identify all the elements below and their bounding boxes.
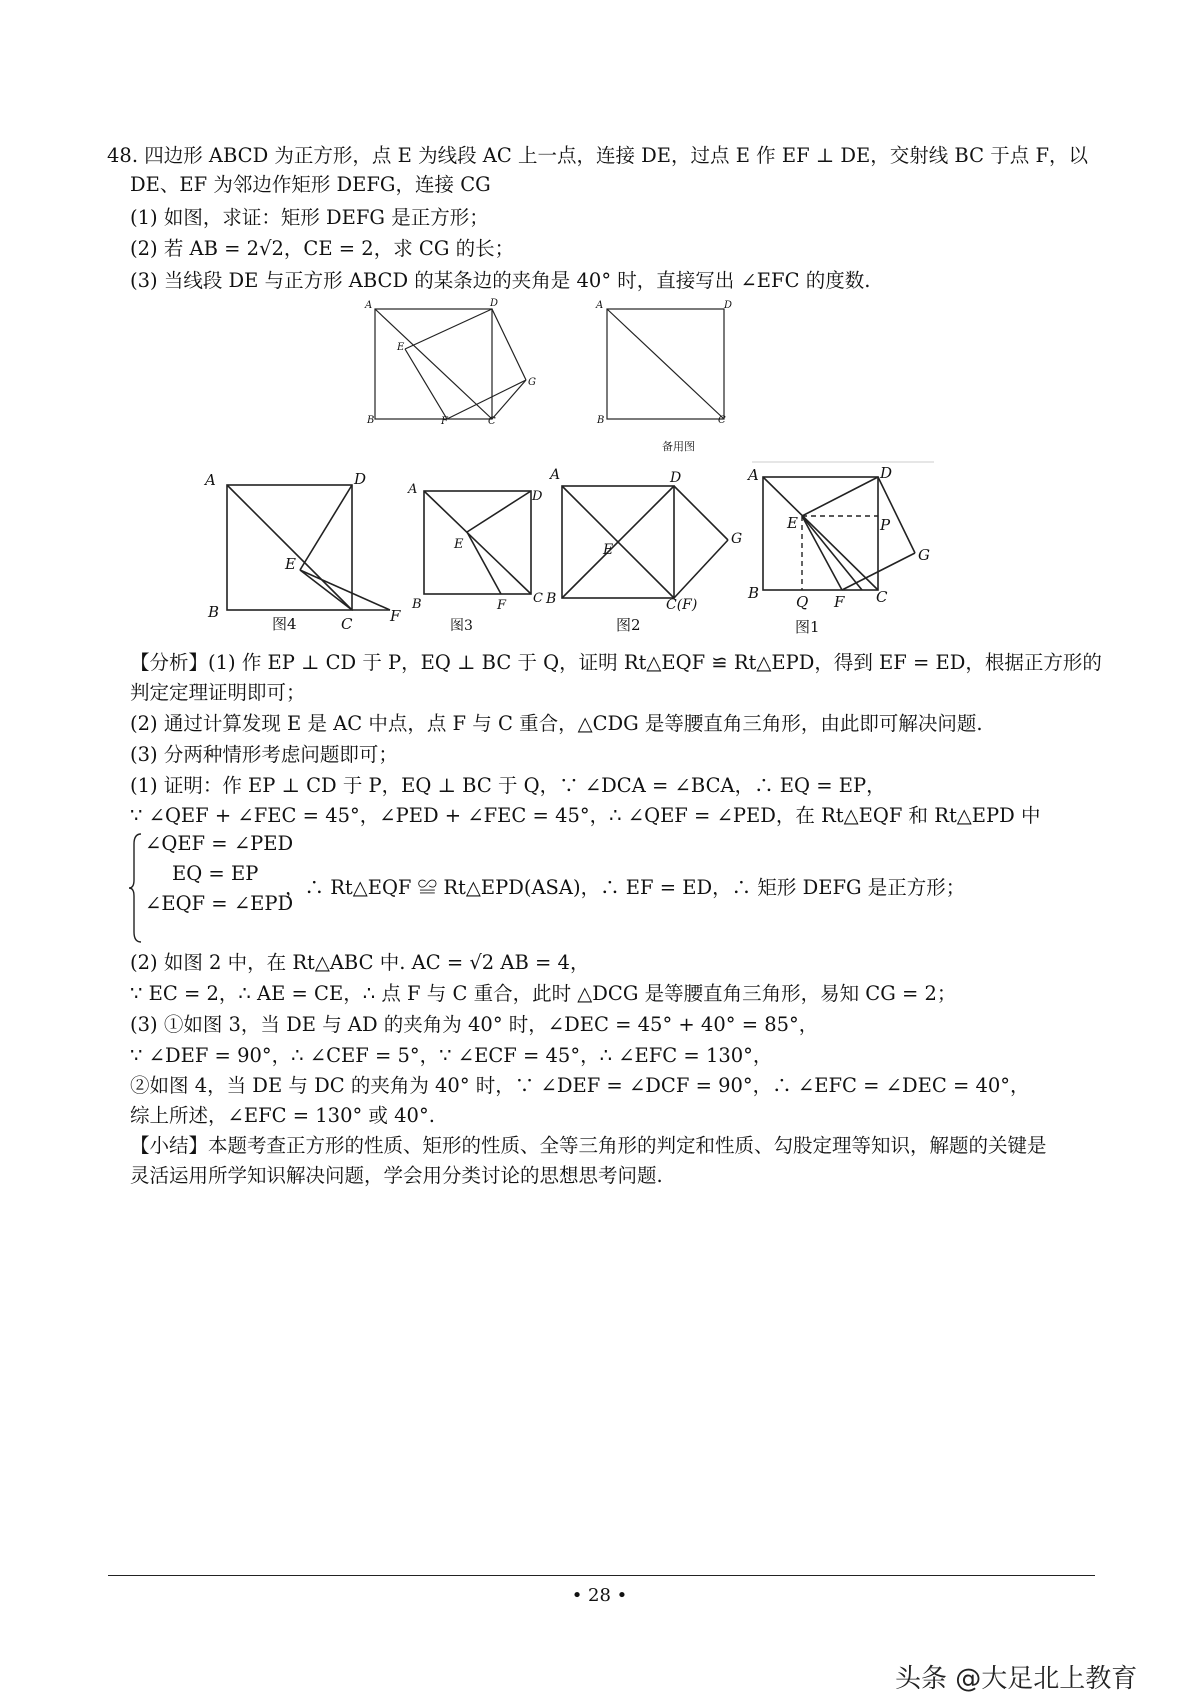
system-eq-3: ∠EQF = ∠EPD [145, 892, 294, 915]
label-d: D [490, 298, 499, 309]
label-a: A [550, 467, 561, 483]
page-number: • 28 • [571, 1585, 628, 1606]
caption-fig4: 图4 [272, 615, 297, 633]
label-p: P [880, 516, 891, 534]
figure-main [360, 292, 560, 437]
label-e: E [787, 514, 798, 532]
solution-2b: ∵ EC = 2，∴ AE = CE，∴ 点 F 与 C 重合，此时 △DCG 是等腰直角三角形，易知 CG = 2； [130, 982, 957, 1005]
label-a: A [205, 471, 216, 489]
label-c: C [533, 591, 543, 606]
label-cf: C(F) [666, 597, 698, 613]
label-d: D [532, 489, 543, 504]
label-b: B [748, 584, 760, 602]
label-c: C [718, 415, 726, 426]
label-d: D [724, 300, 733, 311]
label-e: E [454, 537, 464, 552]
label-b: B [412, 597, 422, 612]
label-c: C [876, 588, 888, 606]
label-a: A [365, 300, 373, 311]
summary-2: 灵活运用所学知识解决问题，学会用分类讨论的思想思考问题. [130, 1164, 663, 1187]
label-f: F [497, 598, 507, 613]
label-f: F [834, 593, 845, 611]
summary-1: 【小结】本题考查正方形的性质、矩形的性质、全等三角形的判定和性质、勾股定理等知识，解题的关键是 [130, 1134, 1047, 1157]
label-b: B [597, 415, 605, 426]
proof-2: ∵ ∠QEF + ∠FEC = 45°，∠PED + ∠FEC = 45°，∴ ∠QEF = ∠PED，在 Rt△EQF 和 Rt△EPD 中 [130, 804, 1041, 827]
analysis-1: 【分析】(1) 作 EP ⊥ CD 于 P，EQ ⊥ BC 于 Q，证明 Rt△EQF ≌ Rt△EPD，得到 EF = ED，根据正方形的 [130, 651, 1102, 674]
label-g: G [731, 531, 743, 547]
solution-3d: 综上所述，∠EFC = 130° 或 40°. [130, 1104, 435, 1127]
label-f: F [390, 607, 401, 625]
figure-spare [590, 292, 760, 457]
figure-3 [405, 475, 555, 635]
system-eq-1: ∠QEF = ∠PED [145, 832, 294, 855]
proof-3: ，∴ Rt△EQF ≌ Rt△EPD(ASA)，∴ EF = ED，∴ 矩形 DEFG 是正方形； [285, 876, 966, 899]
label-d: D [670, 470, 682, 486]
figure-4 [200, 465, 410, 635]
solution-3b: ∵ ∠DEF = 90°，∴ ∠CEF = 5°，∵ ∠ECF = 45°，∴ ∠EFC = 130°， [130, 1044, 773, 1067]
watermark: 头条 @大足北上教育 [895, 1664, 1138, 1694]
solution-3a: (3) ①如图 3，当 DE 与 AD 的夹角为 40° 时，∠DEC = 45° + 40° = 85°， [130, 1013, 819, 1036]
label-e: E [603, 542, 614, 558]
caption-fig1: 图1 [795, 618, 820, 636]
label-c: C [488, 416, 496, 427]
question-1: (1) 如图，求证：矩形 DEFG 是正方形； [130, 206, 489, 229]
system-eq-2: EQ = EP [172, 862, 259, 885]
spare-caption: 备用图 [662, 440, 695, 453]
question-2: (2) 若 AB = 2√2，CE = 2，求 CG 的长； [130, 237, 515, 260]
label-e: E [397, 342, 405, 353]
label-g: G [918, 546, 930, 564]
footer-divider [108, 1575, 1095, 1576]
label-b: B [546, 591, 557, 607]
label-b: B [367, 415, 375, 426]
problem-line-2: DE、EF 为邻边作矩形 DEFG，连接 CG [130, 173, 491, 196]
analysis-1b: 判定定理证明即可； [130, 681, 306, 704]
analysis-2: (2) 通过计算发现 E 是 AC 中点，点 F 与 C 重合，△CDG 是等腰直角三角形，由此即可解决问题. [130, 712, 983, 735]
solution-2a: (2) 如图 2 中，在 Rt△ABC 中. AC = √2 AB = 4， [130, 951, 590, 974]
label-e: E [285, 555, 296, 573]
question-3: (3) 当线段 DE 与正方形 ABCD 的某条边的夹角是 40° 时，直接写出 ∠EFC 的度数. [130, 269, 871, 292]
label-a: A [596, 300, 604, 311]
proof-1: (1) 证明：作 EP ⊥ CD 于 P，EQ ⊥ BC 于 Q，∵ ∠DCA = ∠BCA，∴ EQ = EP， [130, 774, 886, 797]
label-d: D [880, 464, 893, 482]
label-b: B [208, 603, 220, 621]
label-d: D [354, 470, 367, 488]
figure-1 [742, 460, 942, 640]
caption-fig2: 图2 [616, 616, 641, 634]
label-f: F [441, 416, 448, 427]
label-q: Q [796, 593, 809, 611]
label-c: C [341, 615, 353, 633]
label-g: G [528, 377, 536, 388]
solution-3c: ②如图 4，当 DE 与 DC 的夹角为 40° 时，∵ ∠DEF = ∠DCF = 90°，∴ ∠EFC = ∠DEC = 40°， [130, 1074, 1030, 1097]
problem-line-1: 48. 四边形 ABCD 为正方形，点 E 为线段 AC 上一点，连接 DE，过点 E 作 EF ⊥ DE，交射线 BC 于点 F，以 [107, 144, 1088, 167]
label-a: A [748, 466, 759, 484]
caption-fig3: 图3 [450, 618, 473, 634]
figure-2 [540, 462, 755, 640]
label-a: A [408, 482, 418, 497]
analysis-3: (3) 分两种情形考虑问题即可； [130, 743, 398, 766]
system-brace [128, 832, 144, 944]
